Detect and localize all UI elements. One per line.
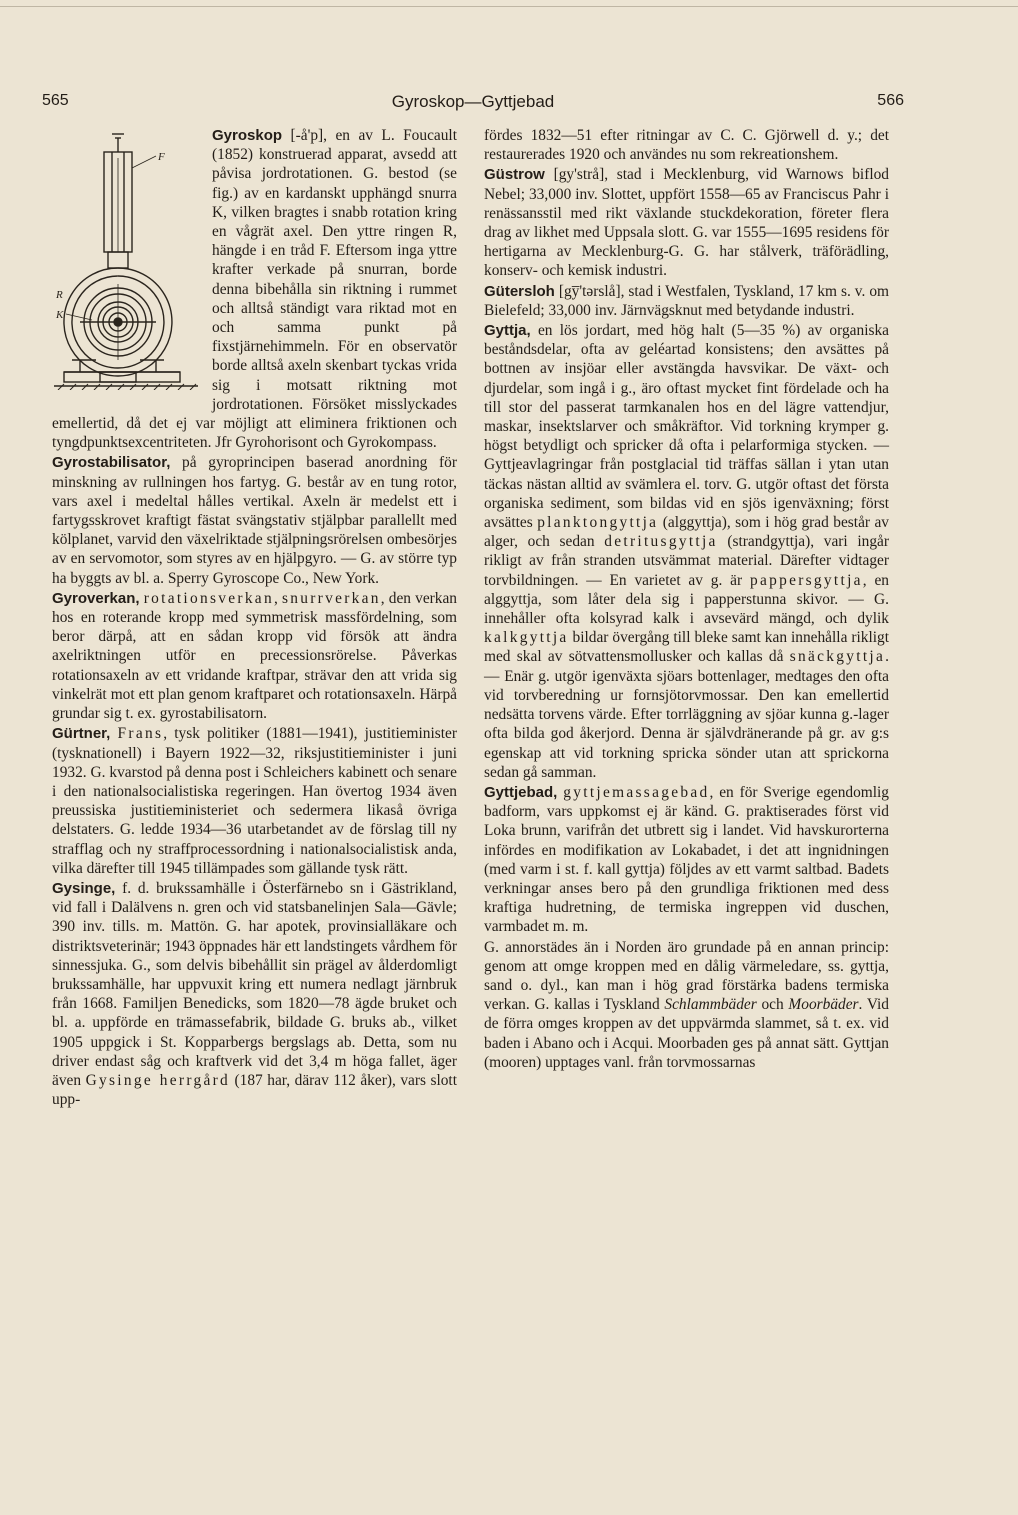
entry-text: (187 har, därav 112 åker), vars slott upp- [52, 1071, 457, 1109]
entry-gyroverkan [52, 589, 457, 723]
left-column [52, 126, 457, 1109]
entry-text: en lös jordart, med hög halt (5—35 %) av organiska beståndsdelar, ofta av geléartad konsistens; den avsättes på bottnen av insjöar eller avstängda havsvikar. De växt- och djurdelar, som ingå i g., äro oftast mycket fint fördelade och ha till stor del passerat tarmkanalen hos en del lägre vattendjur, maskar, insektslarver och småkräftor. Vid torkning krymper g. högst betydligt och spricker då ofta i pelarformiga stycken. — Gyttjeavlagringar från postglacial tid träffas sällan i ytan utan täckas nästan alltid av svämlera el. torv. G. utgör oftast det första organiska sediment, som bildas vid en sjös igenväxning; först avsättes [484, 322, 889, 532]
entry-gysinge [52, 879, 457, 1109]
headword: Güstrow [484, 166, 545, 184]
spaced-term: gyttjemassagebad [563, 783, 710, 801]
entry-text: . Vid de förra omges kroppen av det uppvärmda slammet, så t. ex. vid baden i Abano och i Acqui. Moorbaden ges på annat sätt. Gyttjan (mooren) upptages vanl. från torvmossarnas [484, 996, 889, 1071]
figure-label-f: F [158, 151, 165, 163]
page-header [42, 92, 904, 116]
headword: Gyttjebad, [484, 783, 558, 801]
headword: Gütersloh [484, 282, 555, 300]
headword: Gyroskop [212, 127, 283, 144]
entry-gyttjebad [484, 783, 889, 937]
headword: Gyttja, [484, 322, 531, 340]
entry-text: på gyroprincipen baserad anordning för minskning av rullningen hos fartyg. G. består av en tung rotor, vars axel i medeltal hålles vertikal. Axeln är medelst ett i fartygsskrovet kraftigt fästat svängstativ stjälpbar parallellt med kölplanet, varvid den växelriktade stjälpningsrörelsen ombesörjes av en servomotor, som styres av en hjälpgyro. — G. av större typ ha byggts av bl. a. Sperry Gyroscope Co., New York. [52, 454, 457, 587]
figure-label-k: K [56, 309, 64, 321]
page-number-left: 565 [42, 92, 69, 109]
headword: Gyrostabilisator, [52, 454, 171, 472]
italic-term: Moorbäder [788, 996, 859, 1014]
entry-text: bildar övergång till bleke samt kan innehålla rikligt med skal av sötvattensmollusker och kallas då [484, 629, 889, 666]
right-column [484, 126, 889, 1072]
entry-text [110, 725, 117, 742]
entry-text: G. annorstädes än i Norden äro grundade på en annan princip: genom att omge kroppen med en dålig värmeledare, ss. gyttja, sand o. dyl., kan man i hög grad förstärka badens termiska verkan. G. kallas i Tyskland [484, 938, 889, 1014]
spaced-term: Frans [117, 725, 164, 743]
entry-text: [-å'p], en av L. Foucault (1852) konstruerad apparat, avsedd att påvisa jordrotationen. G. bestod (se fig.) av en kardanskt upphängd snurra K, vilken bragtes i snabb rotation kring en vågrät axel. Den yttre ringen R, hängde i en tråd F. Eftersom inga yttre krafter verkade på snurran, borde denna bibehålla sin riktning i rummet och alltså ständigt vara riktad mot en och samma punkt på fixstjärnehimmeln. För en observatör borde alltså axeln skenbart tyckas vrida sig i motsatt riktning mot jordrotationen. Försöket misslyckades emellertid, då det ej var möjligt att eliminera friktionen och tyngdpunktsexcentriteten. Jfr Gyrohorisont och Gyrokompass. [52, 127, 457, 452]
top-rule [0, 6, 1018, 7]
entry-text: och [756, 996, 789, 1014]
entry-text: f. d. brukssamhälle i Österfärnebo sn i Gästrikland, vid fall i Dalälvens n. gren och vid statsbanelinjen Sala—Gävle; 390 inv. tills. m. Mattön. G. har apotek, provinsialläkare och distriktsveterinär; 1943 öppnades här ett landstingets vårdhem för sinnessjuka. G., som delvis bibehållit sin prägel av ålderdomligt brukssamhälle, har uppvuxit kring ett numera nedlagt järnbruk från 1668. Familjen Benedicks, som 1820—78 ägde bruket och bl. a. uppförde en trämassefabrik, bildade G. bruks ab., vilket 1905 uppgick i St. Kopparbergs bergslags ab. Detta, som nu driver endast såg och kraftverk vid det 3,4 m höga fallet, äger även [52, 879, 457, 1089]
spaced-term: rotationsverkan [143, 589, 274, 607]
gyroscope-figure [52, 128, 202, 396]
entry-gyttjebad-continued [484, 938, 889, 1072]
headword: Gysinge, [52, 879, 116, 897]
headword: Gyroverkan, [52, 589, 140, 607]
entry-gurtner [52, 724, 457, 878]
entry-text: , [273, 589, 278, 607]
entry-text: , tysk politiker (1881—1941), justitieminister (tysknationell) i Bayern 1922—32, riksjustitieminister i juni 1932. G. kvarstod på denna post i Schleichers kabinett och senare i den nationalsocialistiska regeringen. Han övertog 1934 även preussiska justitieministeriet och sedermera likaså övriga delstaters. G. ledde 1934—36 utarbetandet av de förslag till ny strafflag och ny straffprocessordning i nationalsocialistisk anda, vilka därefter till 1945 tillämpades som gällande tysk rätt. [52, 725, 457, 877]
entry-text: (strandgyttja), vari ingår rikligt av från stranden utsvämmat material. Därefter vidtager torvbildningen. — En varietet av g. är [484, 533, 889, 589]
italic-term: Schlammbäder [664, 996, 757, 1014]
spaced-term: snäckgyttja [789, 648, 886, 666]
entry-text: , den verkan hos en roterande kropp med symmetrisk massfördelning, som beror därpå, att en sådan kropp vid försök att ändra axelriktningen utför en precessionsrörelse. Påverkas rotationsaxeln av ett vridande kraftpar, strävar den att vrida sig vinkelrät mot ett plan genom kraftparet och rotationsaxeln. Härpå grundar sig t. ex. gyrostabilisatorn. [52, 589, 457, 723]
entry-gutersloh [484, 282, 889, 320]
entry-text: . — Enär g. utgör igenväxta sjöars bottenlager, medtages den ofta vid torvberedning ur fornsjötorvmossar. Den kan emellertid nedsätta torvens värde. Efter torrläggning av sjöar kunna g.-lager ofta bilda god åkerjord. Denna är självdränerande på gr. av g:s egenskap att vid torkning spricka sönder utan att sprickorna sedan gå samman. [484, 648, 889, 781]
entry-text: [gy'strå], stad i Mecklenburg, vid Warnows biflod Nebel; 33,000 inv. Slottet, uppfört 1558—65 av Franciscus Pahr i renässansstil med rikt växlande stuckdekoration, företer flera drag av likhet med Uppsala slott. G. var 1555—1695 residens för hertigarna av Mecklenburg-G. G. har stålverk, träförädling, konserv- och kemisk industri. [484, 166, 889, 280]
headword: Gürtner, [52, 725, 111, 743]
spaced-term: Gysinge herrgård [85, 1071, 231, 1089]
entry-text: fördes 1832—51 efter ritningar av C. C. Gjörwell d. y.; det restaurerades 1920 och användes nu som rekreationshem. [484, 127, 889, 164]
spaced-term: kalkgyttja [484, 629, 569, 647]
figure-label-r: R [56, 289, 63, 301]
running-title: Gyroskop—Gyttjebad [391, 92, 555, 111]
entry-gyrostabilisator [52, 453, 457, 587]
spaced-term: detritusgyttja [604, 533, 718, 551]
gyroscope-illustration [52, 128, 202, 390]
entry-text: , en för Sverige egendomlig badform, vars uppkomst ej är känd. G. praktiserades först vid Loka brunn, varifrån det utbrett sig i landet. Vid havskurorterna infördes en modifikation av Lokabadet, i det att ingnidningen (med varm i st. f. kall gyttja) följdes av ett varmt saltbad. Badets verkningar anses bero på den grundliga friktionen med dess kraftiga hudretning, de termiska ingreppen vid duschen, varmbadet m. m. [484, 783, 889, 936]
spaced-term: pappersgyttja [749, 571, 863, 589]
entry-text: , en alggyttja, som låter dela sig i papperstunna skivor. — G. innehåller ofta kolsyrad kalk i avsevärd mängd, och dylik [484, 571, 889, 628]
entry-gyttja [484, 321, 889, 782]
spaced-term: snurrverkan [281, 589, 381, 607]
spaced-term: planktongyttja [537, 514, 659, 532]
page-number-right: 566 [877, 92, 904, 109]
entry-gustrow [484, 165, 889, 280]
entry-continuation [484, 126, 889, 164]
entry-text: [gy̅'tərslå], stad i Westfalen, Tyskland, 17 km s. v. om Bielefeld; 33,000 inv. Järnvägsknut med betydande industri. [484, 282, 889, 319]
entry-text: (alggyttja), som i hög grad består av alger, och sedan [484, 514, 889, 551]
